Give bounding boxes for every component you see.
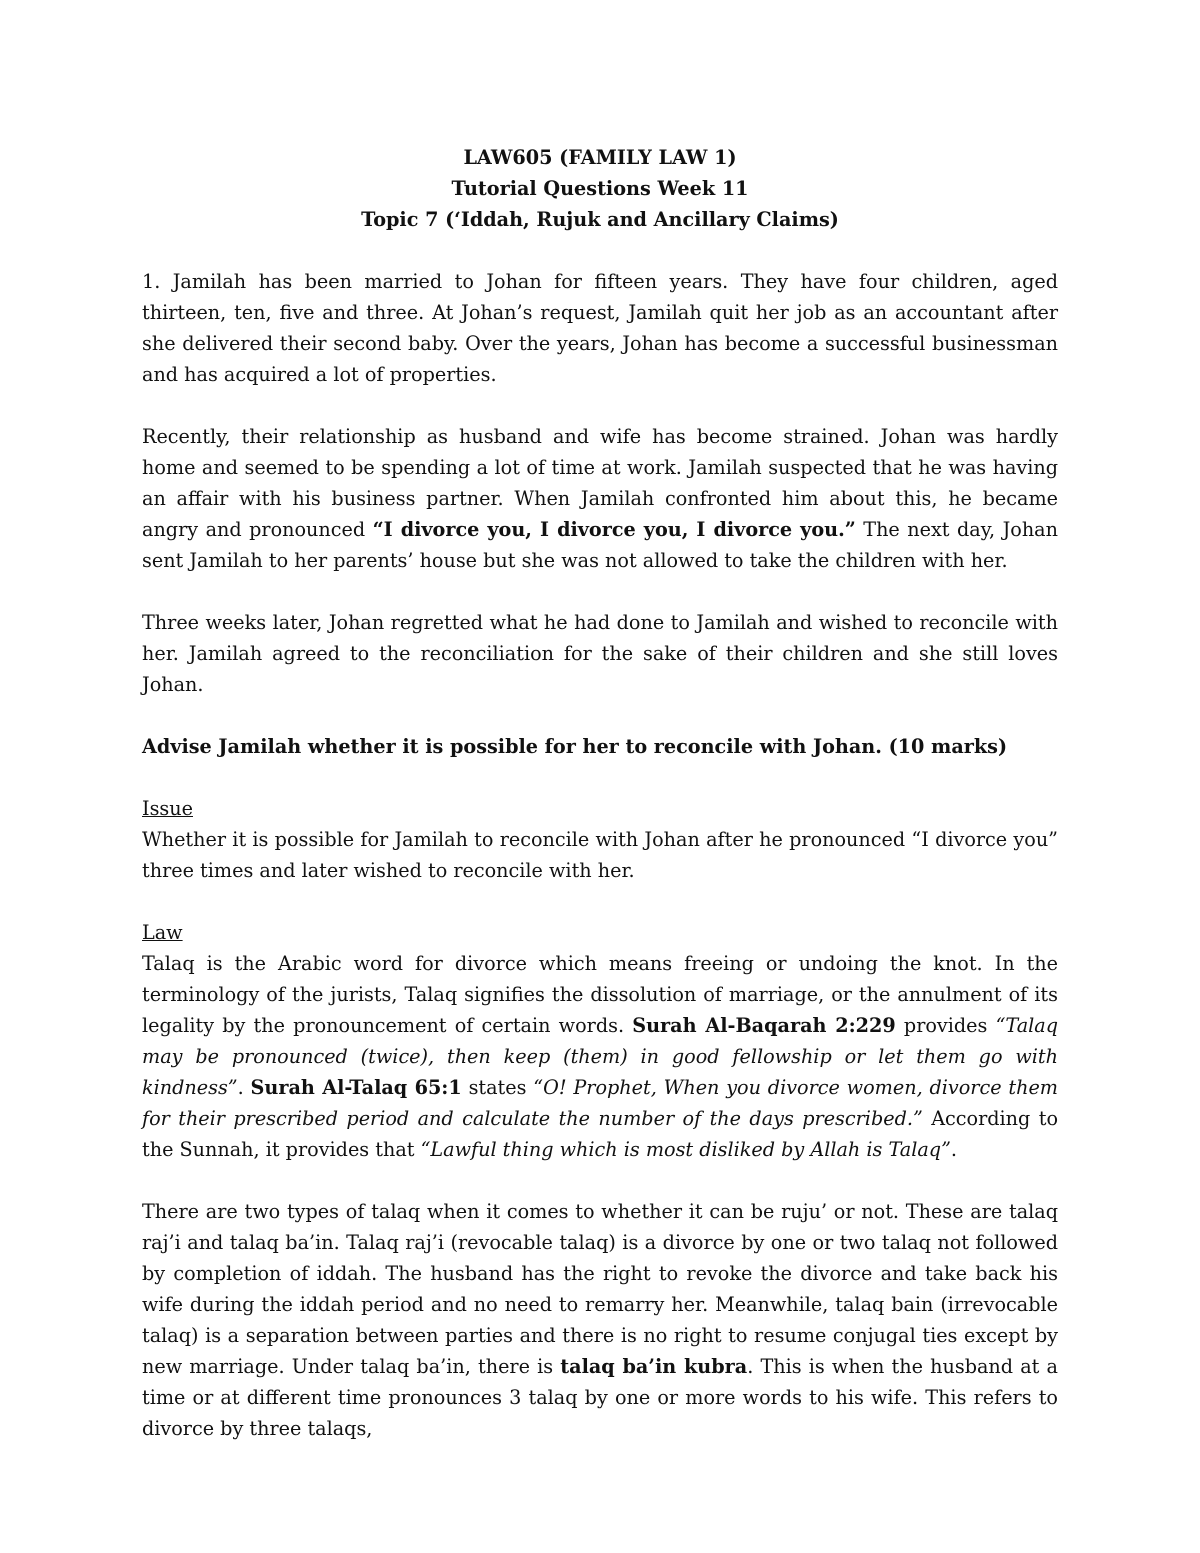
law-text: . This is when the husband at a time or at different time pronounces 3 talaq by one or more words to his wife. This refers to divorce by three talaqs,	[142, 1355, 1058, 1440]
law-text: Talaq is the Arabic word for divorce which means freeing or undoing the knot. In the terminology of the jurists, Talaq signifies the dissolution of marriage, or the annulment of its legality by the pronouncement of certain words.	[142, 952, 1058, 1037]
question-paragraph-1: 1. Jamilah has been married to Johan for fifteen years. They have four children, aged thirteen, ten, five and three. At Johan’s request, Jamilah quit her job as an accountant after she delivered their second baby. Over the years, Johan has become a successful businessman and has acquired a lot of properties.	[142, 270, 1058, 386]
law-text: According to the Sunnah, it provides that	[142, 1107, 1058, 1161]
paragraph-text: The next day, Johan sent Jamilah to her parents’ house but she was not allowed to take the children with her.	[142, 518, 1058, 572]
question-paragraph-3: Three weeks later, Johan regretted what he had done to Jamilah and wished to reconcile with her. Jamilah agreed to the reconciliation for the sake of their children and she still loves Johan.	[142, 611, 1058, 696]
quote-sunnah: “Lawful thing which is most disliked by Allah is Talaq”	[420, 1138, 951, 1161]
topic-title: Topic 7 (‘Iddah, Rujuk and Ancillary Claims)	[361, 208, 839, 231]
law-text: provides	[895, 1014, 996, 1037]
law-text: .	[237, 1076, 251, 1099]
question-prompt	[142, 731, 1058, 762]
quote-talaq: “O! Prophet, When you divorce women, divorce them for their prescribed period and calculate the number of the days prescribed.”	[142, 1076, 1058, 1130]
citation-baqarah: Surah Al-Baqarah 2:229	[632, 1014, 896, 1037]
question-paragraph-2	[142, 421, 1058, 576]
law-text: states	[461, 1076, 534, 1099]
divorce-quote: “I divorce you, I divorce you, I divorce you.”	[372, 518, 856, 541]
law-text: There are two types of talaq when it comes to whether it can be ruju’ or not. These are talaq raj’i and talaq ba’in. Talaq raj’i (revocable talaq) is a divorce by one or two talaq not followed by completion of iddah. The husband has the right to revoke the divorce and take back his wife during the iddah period and no need to remarry her. Meanwhile, talaq bain (irrevocable talaq) is a separation between parties and there is no right to resume conjugal ties except by new marriage. Under talaq ba’in, there is	[142, 1200, 1058, 1378]
citation-talaq: Surah Al-Talaq 65:1	[250, 1076, 462, 1099]
law-text: .	[950, 1138, 957, 1161]
course-title: LAW605 (FAMILY LAW 1)	[463, 146, 737, 169]
document-header	[142, 142, 1058, 235]
law-section	[142, 917, 1058, 1165]
issue-heading: Issue	[142, 797, 193, 820]
law-heading: Law	[142, 921, 183, 944]
paragraph-text: Recently, their relationship as husband and wife has become strained. Johan was hardly home and seemed to be spending a lot of time at work. Jamilah suspected that he was having an affair with his business partner. When Jamilah confronted him about this, he became angry and pronounced	[142, 425, 1058, 541]
issue-section	[142, 793, 1058, 886]
talaq-bain-kubra: talaq ba’in kubra	[560, 1355, 748, 1378]
question-prompt-text: Advise Jamilah whether it is possible for her to reconcile with Johan. (10 marks)	[142, 735, 1008, 758]
quote-baqarah: “Talaq may be pronounced (twice), then keep (them) in good fellowship or let them go with kindness”	[142, 1014, 1058, 1099]
tutorial-title: Tutorial Questions Week 11	[451, 177, 749, 200]
document-body	[142, 142, 1058, 1444]
issue-text: Whether it is possible for Jamilah to reconcile with Johan after he pronounced “I divorce you” three times and later wished to reconcile with her.	[142, 828, 1058, 882]
law-paragraph-2	[142, 1196, 1058, 1444]
